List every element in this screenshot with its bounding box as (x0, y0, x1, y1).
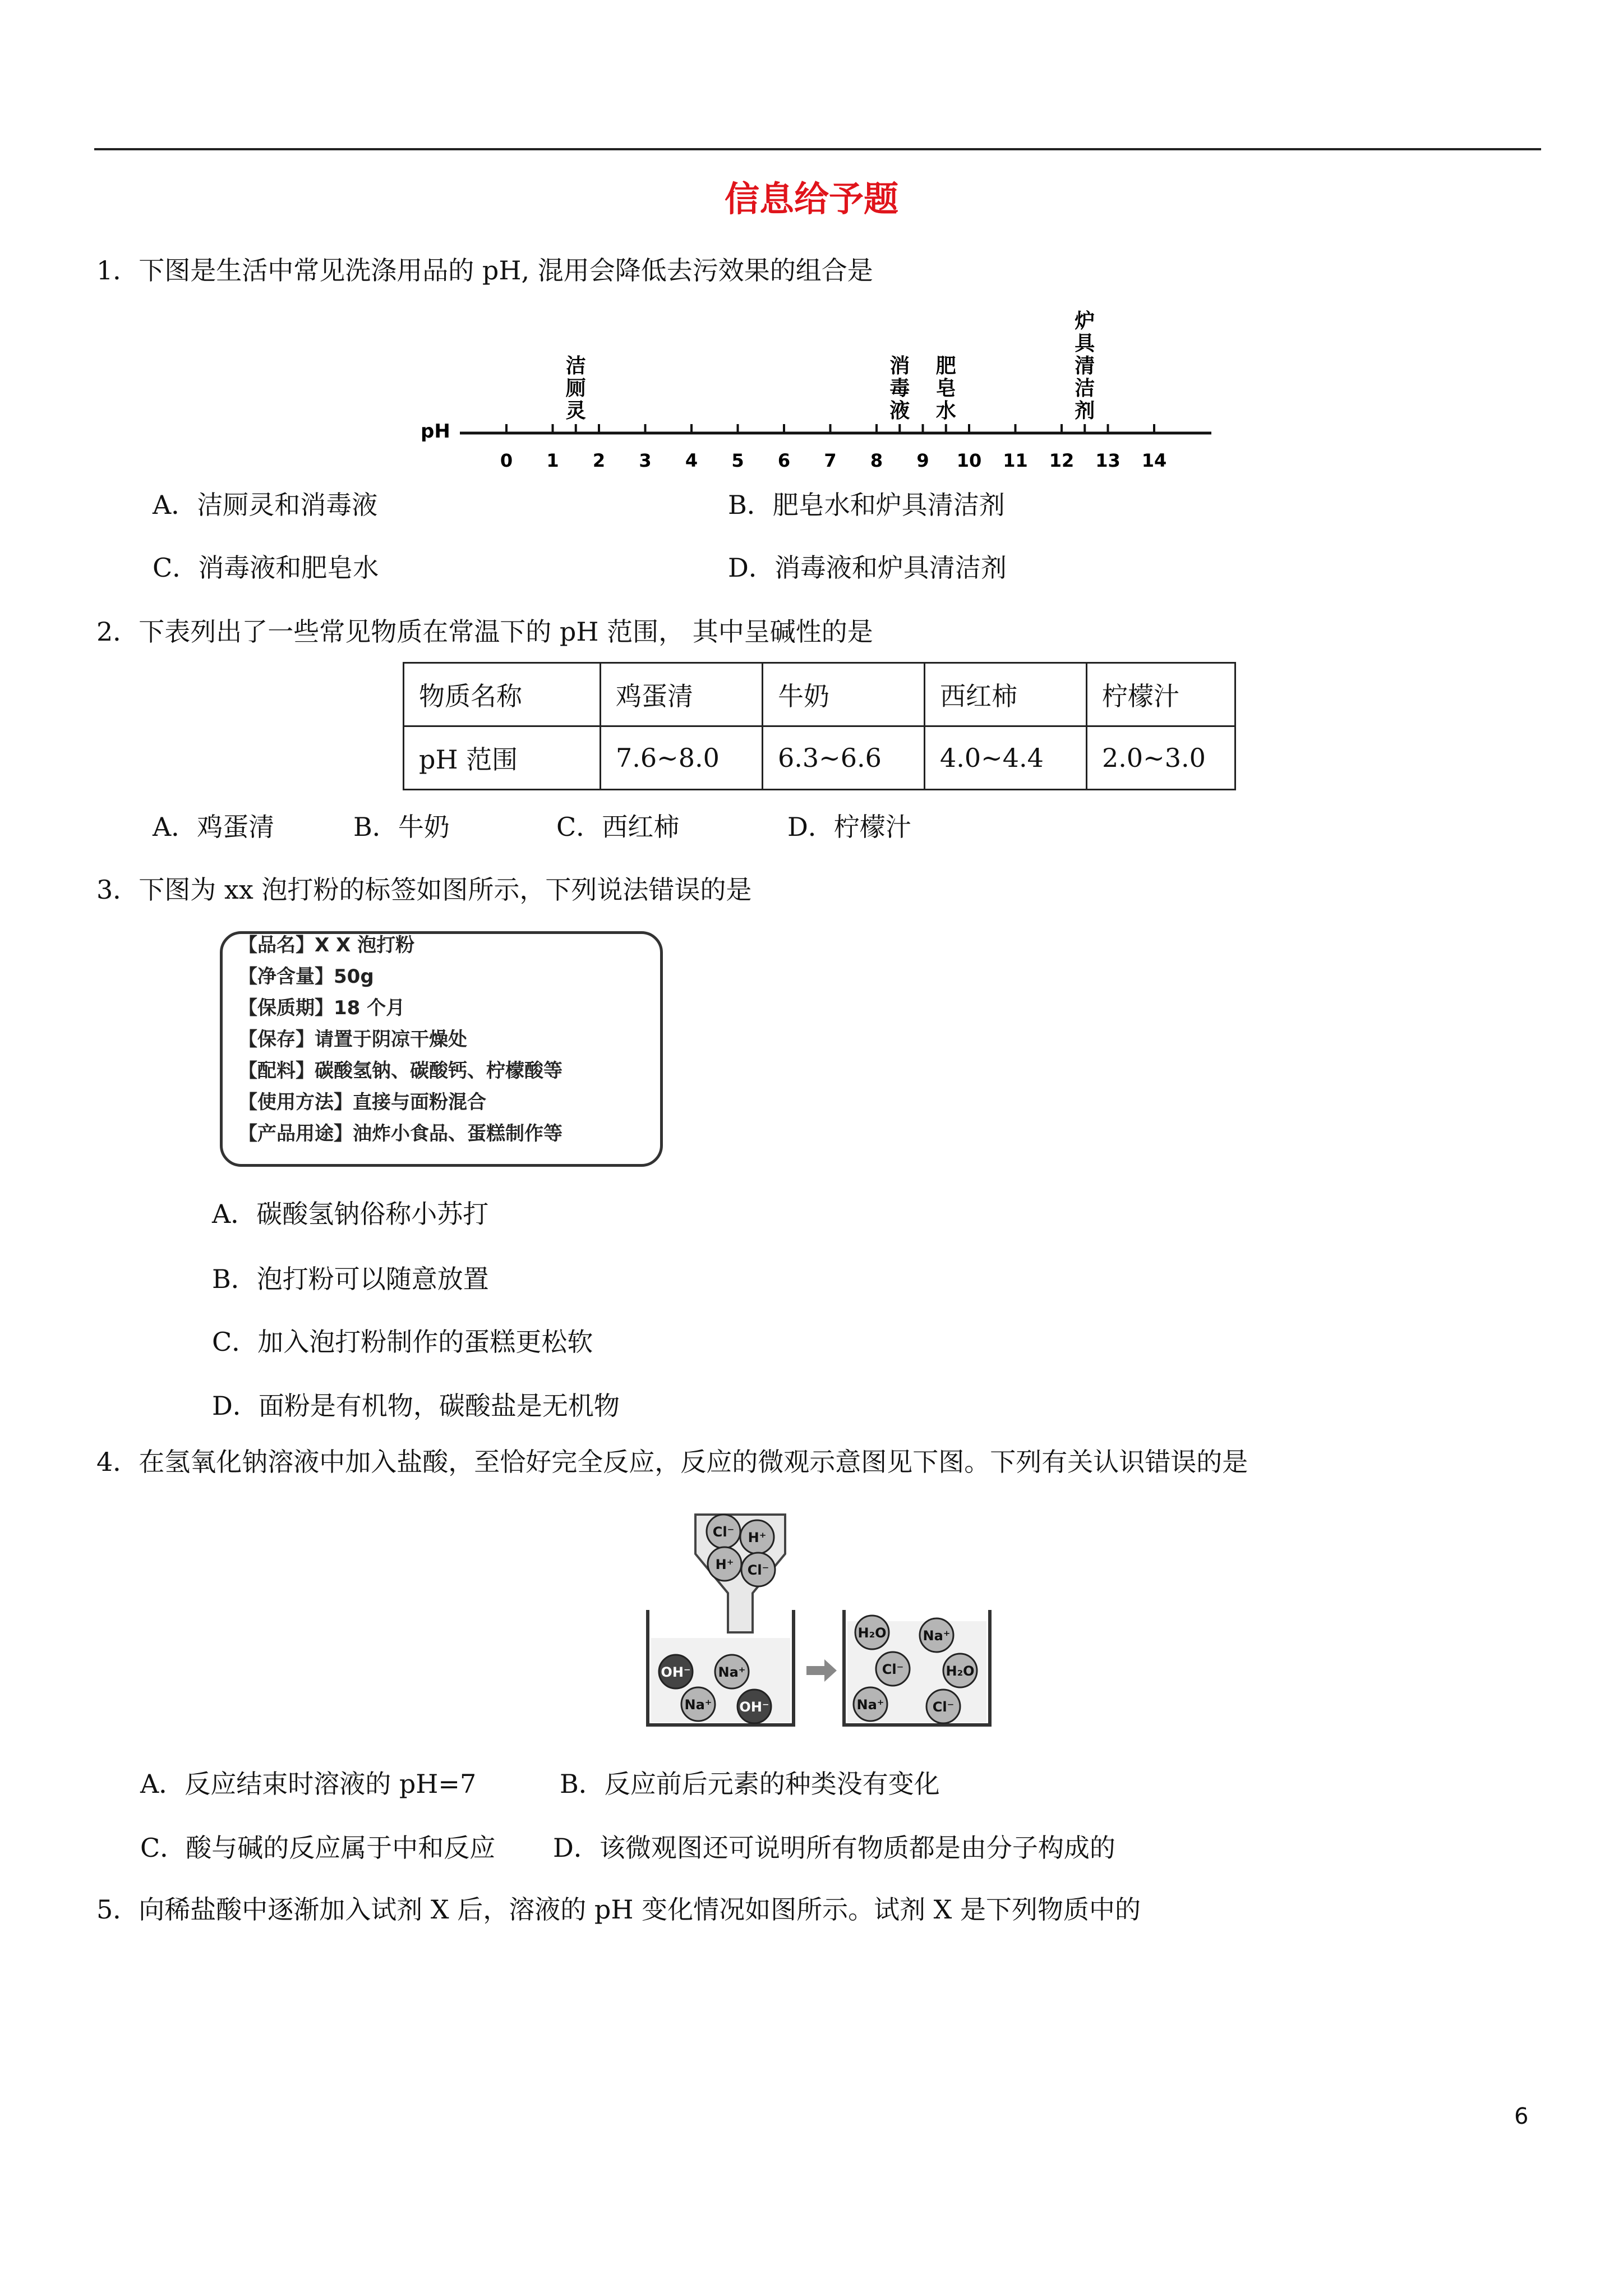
table-cell: 2.0~3.0 (1087, 726, 1235, 790)
question-5-stem: 5．向稀盐酸中逐渐加入试剂 X 后，溶液的 pH 变化情况如图所示。试剂 X 是下列物质中的 (96, 1894, 1141, 1925)
ph-tick-label: 14 (1141, 450, 1167, 471)
product-label-char: 毒 (889, 377, 910, 400)
table-cell: 4.0~4.4 (925, 726, 1087, 790)
ion-label: H₂O (946, 1663, 975, 1679)
ion-label: Cl⁻ (932, 1699, 955, 1715)
label-line: 【产品用途】油炸小食品、蛋糕制作等 (238, 1122, 562, 1145)
ph-tick-label: 12 (1049, 450, 1075, 471)
label-line: 【使用方法】直接与面粉混合 (238, 1091, 486, 1114)
ion-label: H⁺ (748, 1530, 767, 1545)
table-cell: 牛奶 (763, 663, 925, 726)
product-label-char: 清 (1075, 355, 1095, 378)
question-1-stem: 1．下图是生活中常见洗涤用品的 pH, 混用会降低去污效果的组合是 (96, 255, 873, 286)
table-cell: 6.3~6.6 (763, 726, 925, 790)
ph-scale-products (566, 310, 1096, 433)
label-line: 【保存】请置于阴凉干燥处 (238, 1028, 467, 1051)
q3-option-d[interactable]: D．面粉是有机物，碳酸盐是无机物 (212, 1391, 620, 1421)
q2-option-a[interactable]: A．鸡蛋清 (153, 812, 275, 842)
table-cell: 柠檬汁 (1087, 663, 1235, 726)
ph-tick-label: 3 (639, 450, 652, 471)
ion-label: Cl⁻ (747, 1562, 769, 1578)
table-cell: pH 范围 (404, 726, 601, 790)
q1-option-b[interactable]: B．肥皂水和炉具清洁剂 (728, 490, 1005, 520)
product-label-char: 灵 (565, 399, 586, 422)
ph-tick-label: 6 (777, 450, 791, 471)
product-label-char: 皂 (935, 377, 956, 400)
q4-option-d[interactable]: D．该微观图还可说明所有物质都是由分子构成的 (553, 1833, 1115, 1863)
question-2-stem: 2．下表列出了一些常见物质在常温下的 pH 范围， 其中呈碱性的是 (96, 616, 873, 647)
table-row (404, 663, 1235, 726)
ph-tick-label: 8 (870, 450, 883, 471)
ion-label: OH⁻ (739, 1699, 769, 1715)
ion-label: Cl⁻ (882, 1662, 904, 1677)
baking-powder-label (220, 931, 663, 1167)
ion-label: Na⁺ (856, 1697, 884, 1713)
neutralization-diagram (634, 1503, 1004, 1739)
q3-option-a[interactable]: A．碳酸氢钠俗称小苏打 (212, 1199, 489, 1229)
ion-label: Na⁺ (684, 1697, 712, 1713)
ph-tick-label: 5 (731, 450, 744, 471)
table-cell: 7.6~8.0 (601, 726, 763, 790)
q2-option-b[interactable]: B．牛奶 (353, 812, 450, 842)
ion-label: Na⁺ (923, 1628, 951, 1644)
ph-tick-label: 7 (824, 450, 837, 471)
product-label-char: 剂 (1075, 399, 1095, 422)
q1-option-a[interactable]: A．洁厕灵和消毒液 (153, 490, 378, 520)
q1-option-c[interactable]: C．消毒液和肥皂水 (153, 553, 379, 583)
ion-label: Na⁺ (718, 1664, 746, 1680)
ion-label: H₂O (857, 1625, 887, 1641)
reaction-arrow-icon (806, 1659, 837, 1682)
ph-scale-label: pH (421, 420, 450, 443)
ph-tick-label: 4 (685, 450, 698, 471)
question-3-stem: 3．下图为 xx 泡打粉的标签如图所示，下列说法错误的是 (96, 875, 752, 905)
ph-tick-label: 11 (1003, 450, 1028, 471)
header-rule (94, 148, 1541, 150)
product-label-char: 肥 (935, 355, 956, 378)
ion-label: Cl⁻ (712, 1524, 735, 1540)
label-line: 【配料】碳酸氢钠、碳酸钙、柠檬酸等 (238, 1060, 562, 1082)
product-label-char: 水 (935, 399, 956, 422)
table-cell: 物质名称 (404, 663, 601, 726)
q4-option-c[interactable]: C．酸与碱的反应属于中和反应 (140, 1833, 496, 1863)
label-line: 【保质期】18 个月 (238, 997, 405, 1019)
ph-scale-diagram (415, 297, 1234, 482)
q2-option-d[interactable]: D．柠檬汁 (787, 812, 911, 842)
question-4-stem: 4．在氢氧化钠溶液中加入盐酸，至恰好完全反应，反应的微观示意图见下图。下列有关认识错误的是 (96, 1447, 1248, 1477)
product-label-char: 炉 (1075, 310, 1095, 333)
ion-label: H⁺ (715, 1557, 734, 1572)
label-line: 【净含量】50g (238, 965, 374, 988)
q3-option-c[interactable]: C．加入泡打粉制作的蛋糕更松软 (212, 1327, 593, 1357)
q4-option-b[interactable]: B．反应前后元素的种类没有变化 (560, 1769, 940, 1799)
page-number: 6 (1514, 2104, 1529, 2129)
ph-tick-label: 10 (956, 450, 982, 471)
ph-range-table (403, 662, 1236, 790)
table-row (404, 726, 1235, 790)
ph-tick-label: 0 (500, 450, 513, 471)
ph-scale-ticks (500, 424, 1166, 471)
table-cell: 西红柿 (925, 663, 1087, 726)
ion-label: OH⁻ (661, 1664, 691, 1680)
table-cell: 鸡蛋清 (601, 663, 763, 726)
q1-option-d[interactable]: D．消毒液和炉具清洁剂 (728, 553, 1007, 583)
q4-option-a[interactable]: A．反应结束时溶液的 pH=7 (140, 1769, 477, 1799)
product-label-char: 液 (889, 399, 910, 422)
page-title: 信息给予题 (724, 178, 898, 219)
product-label-char: 消 (889, 355, 910, 378)
label-line: 【品名】X X 泡打粉 (238, 934, 415, 956)
product-label-char: 洁 (565, 355, 586, 378)
ph-tick-label: 2 (592, 450, 606, 471)
product-label-char: 洁 (1075, 377, 1095, 400)
product-label-char: 具 (1075, 332, 1095, 355)
q2-option-c[interactable]: C．西红柿 (556, 812, 680, 842)
ph-tick-label: 13 (1095, 450, 1121, 471)
q3-option-b[interactable]: B．泡打粉可以随意放置 (212, 1264, 489, 1294)
product-label-char: 厕 (565, 377, 586, 400)
ph-tick-label: 1 (546, 450, 559, 471)
ph-tick-label: 9 (916, 450, 929, 471)
